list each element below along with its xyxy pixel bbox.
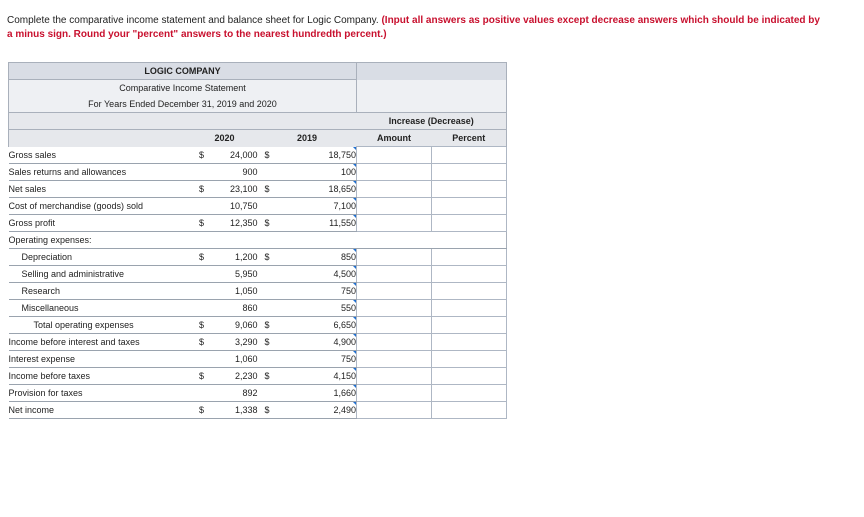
percent-input-cell bbox=[432, 351, 507, 368]
amount-input[interactable] bbox=[357, 149, 431, 161]
statement-row bbox=[9, 215, 507, 232]
dollar-sign-2020 bbox=[192, 266, 212, 283]
percent-input[interactable] bbox=[432, 183, 506, 195]
amount-input[interactable] bbox=[357, 387, 431, 399]
dollar-sign-2020 bbox=[192, 300, 212, 317]
dollar-sign-2020: $ bbox=[192, 147, 212, 164]
dollar-sign-2020 bbox=[192, 385, 212, 402]
percent-input[interactable] bbox=[432, 319, 506, 331]
statement-row bbox=[9, 181, 507, 198]
value-2019: 100 bbox=[277, 164, 357, 181]
dollar-sign-2019: $ bbox=[258, 334, 277, 351]
dollar-sign-2020 bbox=[192, 351, 212, 368]
value-2019: 7,100 bbox=[277, 198, 357, 215]
percent-input-cell bbox=[432, 300, 507, 317]
value-2020: 5,950 bbox=[212, 266, 258, 283]
dollar-sign-2020 bbox=[192, 198, 212, 215]
value-2019: 4,500 bbox=[277, 266, 357, 283]
percent-input-cell bbox=[432, 283, 507, 300]
value-2019: 18,650 bbox=[277, 181, 357, 198]
percent-input[interactable] bbox=[432, 268, 506, 280]
statement-row bbox=[9, 368, 507, 385]
amount-input[interactable] bbox=[357, 268, 431, 280]
value-2020: 9,060 bbox=[212, 317, 258, 334]
amount-input[interactable] bbox=[357, 302, 431, 314]
percent-input-cell bbox=[432, 368, 507, 385]
dollar-sign-2019 bbox=[258, 300, 277, 317]
company-name: LOGIC COMPANY bbox=[9, 63, 357, 80]
amount-input-cell bbox=[357, 351, 432, 368]
statement-row bbox=[9, 266, 507, 283]
percent-input[interactable] bbox=[432, 387, 506, 399]
dollar-sign-2020: $ bbox=[192, 368, 212, 385]
percent-input-cell bbox=[432, 147, 507, 164]
row-label: Gross sales bbox=[9, 147, 192, 164]
value-2020: 1,060 bbox=[212, 351, 258, 368]
increase-decrease-header: Increase (Decrease) bbox=[357, 113, 507, 130]
blank-cell bbox=[357, 232, 432, 249]
percent-input-cell bbox=[432, 181, 507, 198]
dollar-sign-2019: $ bbox=[258, 368, 277, 385]
value-2019: 750 bbox=[277, 283, 357, 300]
dollar-sign-2019 bbox=[258, 198, 277, 215]
col-2019-header: 2019 bbox=[258, 130, 357, 147]
amount-input-cell bbox=[357, 385, 432, 402]
value-2020: 12,350 bbox=[212, 215, 258, 232]
dollar-sign-2019: $ bbox=[258, 147, 277, 164]
value-2020: 1,050 bbox=[212, 283, 258, 300]
row-label: Provision for taxes bbox=[9, 385, 192, 402]
amount-input-cell bbox=[357, 334, 432, 351]
value-2019: 850 bbox=[277, 249, 357, 266]
amount-input-cell bbox=[357, 368, 432, 385]
row-label: Income before taxes bbox=[9, 368, 192, 385]
row-label: Research bbox=[9, 283, 192, 300]
row-label: Interest expense bbox=[9, 351, 192, 368]
dollar-sign-2020 bbox=[192, 164, 212, 181]
amount-input-cell bbox=[357, 402, 432, 419]
statement-title: Comparative Income Statement bbox=[9, 80, 357, 97]
value-2019: 6,650 bbox=[277, 317, 357, 334]
dollar-sign-2019 bbox=[258, 266, 277, 283]
instructions bbox=[7, 14, 827, 42]
amount-input-cell bbox=[357, 181, 432, 198]
value-2019: 2,490 bbox=[277, 402, 357, 419]
row-label: Net income bbox=[9, 402, 192, 419]
dollar-sign-2019: $ bbox=[258, 181, 277, 198]
statement-row bbox=[9, 164, 507, 181]
percent-input-cell bbox=[432, 266, 507, 283]
percent-input[interactable] bbox=[432, 200, 506, 212]
dollar-sign-2019 bbox=[258, 385, 277, 402]
value-2020: 3,290 bbox=[212, 334, 258, 351]
col-percent-header: Percent bbox=[432, 130, 507, 147]
value-2020: 892 bbox=[212, 385, 258, 402]
percent-input[interactable] bbox=[432, 166, 506, 178]
statement-row bbox=[9, 300, 507, 317]
dollar-sign-2019: $ bbox=[258, 249, 277, 266]
statement-row bbox=[9, 385, 507, 402]
value-2020: 1,338 bbox=[212, 402, 258, 419]
value-2020: 860 bbox=[212, 300, 258, 317]
percent-input[interactable] bbox=[432, 404, 506, 416]
value-2020: 24,000 bbox=[212, 147, 258, 164]
amount-input-cell bbox=[357, 147, 432, 164]
percent-input[interactable] bbox=[432, 217, 506, 229]
row-label: Total operating expenses bbox=[9, 317, 192, 334]
row-label: Net sales bbox=[9, 181, 192, 198]
row-label: Miscellaneous bbox=[9, 300, 192, 317]
percent-input[interactable] bbox=[432, 149, 506, 161]
amount-input[interactable] bbox=[357, 200, 431, 212]
percent-input-cell bbox=[432, 215, 507, 232]
amount-input-cell bbox=[357, 317, 432, 334]
income-statement-table bbox=[8, 62, 507, 419]
value-2019: 750 bbox=[277, 351, 357, 368]
amount-input-cell bbox=[357, 283, 432, 300]
amount-input-cell bbox=[357, 249, 432, 266]
statement-row bbox=[9, 334, 507, 351]
row-label: Gross profit bbox=[9, 215, 192, 232]
dollar-sign-2019 bbox=[258, 164, 277, 181]
statement-row bbox=[9, 351, 507, 368]
dollar-sign-2019 bbox=[258, 283, 277, 300]
row-label: Sales returns and allowances bbox=[9, 164, 192, 181]
row-label: Income before interest and taxes bbox=[9, 334, 192, 351]
amount-input-cell bbox=[357, 300, 432, 317]
amount-input[interactable] bbox=[357, 319, 431, 331]
value-2020: 23,100 bbox=[212, 181, 258, 198]
value-2019: 4,150 bbox=[277, 368, 357, 385]
amount-input[interactable] bbox=[357, 336, 431, 348]
percent-input-cell bbox=[432, 402, 507, 419]
dollar-sign-2019 bbox=[258, 351, 277, 368]
statement-row bbox=[9, 283, 507, 300]
value-2019: 1,660 bbox=[277, 385, 357, 402]
value-2019: 18,750 bbox=[277, 147, 357, 164]
statement-row bbox=[9, 249, 507, 266]
percent-input-cell bbox=[432, 317, 507, 334]
dollar-sign-2020 bbox=[192, 232, 212, 249]
statement-row bbox=[9, 317, 507, 334]
statement-row bbox=[9, 232, 507, 249]
instructions-text: Complete the comparative income statement and balance sheet for Logic Company. bbox=[7, 15, 379, 26]
row-label: Selling and administrative bbox=[9, 266, 192, 283]
percent-input-cell bbox=[432, 198, 507, 215]
amount-input-cell bbox=[357, 198, 432, 215]
row-label: Operating expenses: bbox=[9, 232, 192, 249]
value-2020 bbox=[212, 232, 258, 249]
amount-input[interactable] bbox=[357, 353, 431, 365]
percent-input[interactable] bbox=[432, 336, 506, 348]
amount-input-cell bbox=[357, 164, 432, 181]
value-2019: 550 bbox=[277, 300, 357, 317]
statement-period: For Years Ended December 31, 2019 and 2020 bbox=[9, 96, 357, 113]
amount-input[interactable] bbox=[357, 217, 431, 229]
amount-input-cell bbox=[357, 266, 432, 283]
value-2020: 2,230 bbox=[212, 368, 258, 385]
dollar-sign-2019: $ bbox=[258, 215, 277, 232]
value-2020: 900 bbox=[212, 164, 258, 181]
percent-input-cell bbox=[432, 334, 507, 351]
statement-row bbox=[9, 198, 507, 215]
dollar-sign-2020: $ bbox=[192, 249, 212, 266]
percent-input[interactable] bbox=[432, 353, 506, 365]
value-2019: 11,550 bbox=[277, 215, 357, 232]
percent-input[interactable] bbox=[432, 370, 506, 382]
percent-input[interactable] bbox=[432, 251, 506, 263]
amount-input[interactable] bbox=[357, 183, 431, 195]
amount-input-cell bbox=[357, 215, 432, 232]
dollar-sign-2019: $ bbox=[258, 317, 277, 334]
percent-input[interactable] bbox=[432, 285, 506, 297]
dollar-sign-2020: $ bbox=[192, 181, 212, 198]
col-amount-header: Amount bbox=[357, 130, 432, 147]
amount-input[interactable] bbox=[357, 166, 431, 178]
amount-input[interactable] bbox=[357, 370, 431, 382]
statement-row bbox=[9, 402, 507, 419]
dollar-sign-2019: $ bbox=[258, 402, 277, 419]
col-2020-header: 2020 bbox=[192, 130, 258, 147]
value-2020: 1,200 bbox=[212, 249, 258, 266]
dollar-sign-2020: $ bbox=[192, 334, 212, 351]
row-label: Cost of merchandise (goods) sold bbox=[9, 198, 192, 215]
value-2020: 10,750 bbox=[212, 198, 258, 215]
dollar-sign-2019 bbox=[258, 232, 277, 249]
statement-row bbox=[9, 147, 507, 164]
percent-input-cell bbox=[432, 249, 507, 266]
percent-input[interactable] bbox=[432, 302, 506, 314]
value-2019 bbox=[277, 232, 357, 249]
instructions-requirement: (Input all answers as positive values except decrease answers which should be indicated by a minus sign. Round your "percent" answers to the nearest hundredth percent.) bbox=[7, 15, 820, 40]
dollar-sign-2020: $ bbox=[192, 317, 212, 334]
amount-input[interactable] bbox=[357, 285, 431, 297]
amount-input[interactable] bbox=[357, 404, 431, 416]
amount-input[interactable] bbox=[357, 251, 431, 263]
percent-input-cell bbox=[432, 164, 507, 181]
dollar-sign-2020 bbox=[192, 283, 212, 300]
dollar-sign-2020: $ bbox=[192, 402, 212, 419]
dollar-sign-2020: $ bbox=[192, 215, 212, 232]
row-label: Depreciation bbox=[9, 249, 192, 266]
blank-cell bbox=[432, 232, 507, 249]
value-2019: 4,900 bbox=[277, 334, 357, 351]
percent-input-cell bbox=[432, 385, 507, 402]
